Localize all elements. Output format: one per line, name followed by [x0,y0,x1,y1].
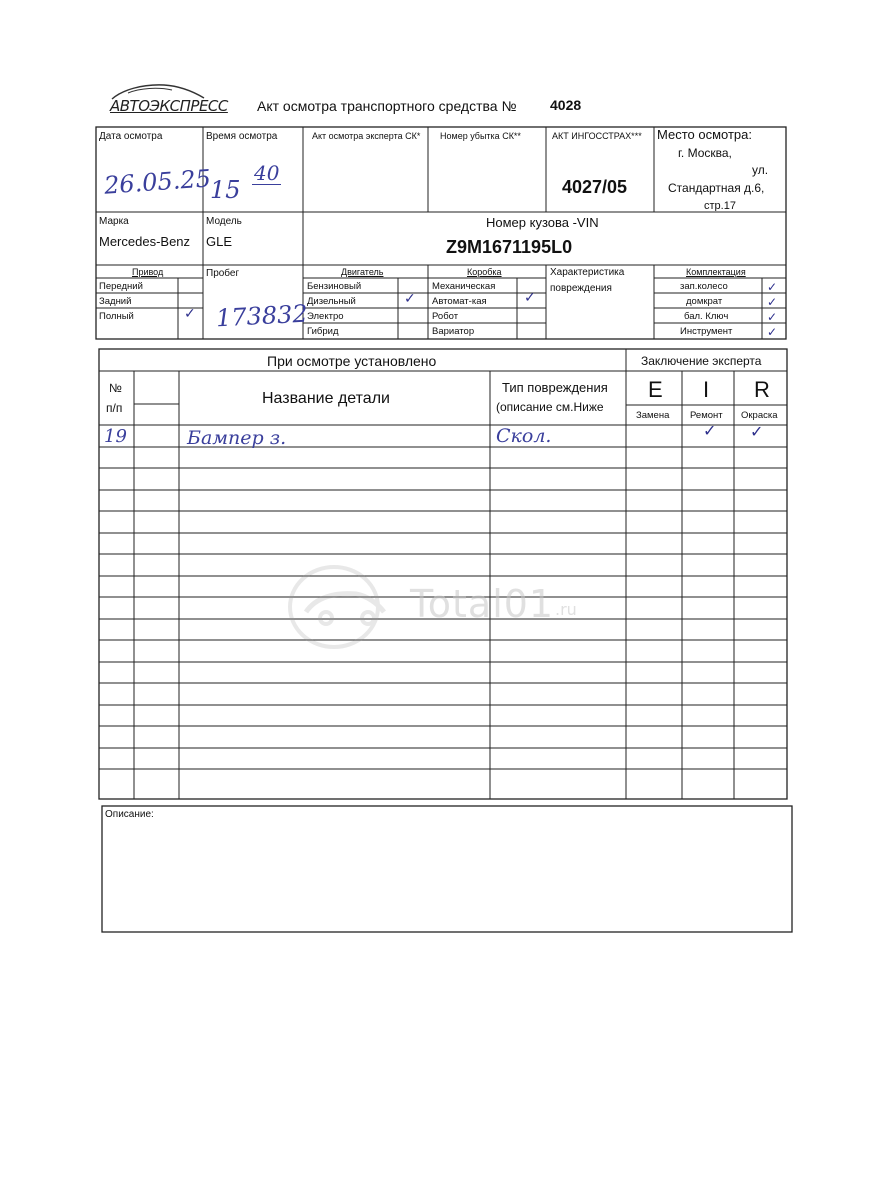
mileage-value: 173832 [215,299,309,333]
engine-diesel-checkmark-icon: ✓ [404,291,416,307]
equipment-option-spare-wheel: зап.колесо [680,281,728,292]
brand-value: Mercedes-Benz [99,234,191,249]
gearbox-option-cvt: Вариатор [432,326,475,337]
mileage-label: Пробег [206,268,240,279]
loss-number-label: Номер убытка СК** [440,131,521,141]
col-r-paint: Окраска [741,410,778,421]
damage-char-label-2: повреждения [550,283,612,294]
row-part-name: Бампер з. [187,427,287,449]
conclusion-title: Заключение эксперта [641,354,762,368]
engine-option-hybrid: Гибрид [307,326,339,337]
equipment-option-wheel-key: бал. Ключ [684,311,729,322]
gearbox-automatic-checkmark-icon: ✓ [524,290,536,306]
col-i: I [703,377,710,402]
row-paint-checkmark-icon: ✓ [750,422,764,441]
col-num-label: п/п [106,401,123,415]
place-label: Место осмотра: [657,127,752,142]
equipment-option-jack: домкрат [686,296,723,307]
drive-option-rear: Задний [99,296,132,307]
watermark-text: Total01 [410,582,555,626]
time-minutes: 40 [254,161,280,185]
gearbox-header: Коробка [467,267,502,277]
model-value: GLE [206,234,233,249]
place-building: стр.17 [704,200,736,211]
vin-label: Номер кузова -VIN [486,215,599,230]
time-label: Время осмотра [206,131,278,142]
equipment-key-checkmark-icon: ✓ [767,310,778,324]
drive-header: Привод [132,267,164,277]
engine-option-petrol: Бензиновый [307,281,362,292]
damage-char-label: Характеристика [550,267,625,278]
col-damage-type: Тип повреждения [502,380,608,395]
engine-header: Двигатель [341,267,384,277]
equipment-jack-checkmark-icon: ✓ [767,295,778,309]
engine-option-diesel: Дизельный [307,296,356,307]
equipment-header: Комплектация [686,267,746,277]
document-title: Акт осмотра транспортного средства № [257,98,517,114]
vin-value: Z9M1671195L0 [446,237,573,257]
col-e: E [648,377,663,402]
company-logo: АВТОЭКСПРЕСС [110,97,228,115]
equipment-tools-checkmark-icon: ✓ [767,325,778,339]
row-repair-checkmark-icon: ✓ [703,421,717,440]
row-num: 19 [104,426,127,447]
ingos-label: АКТ ИНГОССТРАХ*** [552,131,642,141]
gearbox-option-automatic: Автомат-кая [432,296,487,307]
drive-option-front: Передний [99,281,143,292]
col-r: R [754,377,770,402]
brand-label: Марка [99,216,129,227]
gearbox-option-manual: Механическая [432,281,496,292]
equipment-spare-checkmark-icon: ✓ [767,280,778,294]
date-value: 26.05.25 [103,164,212,200]
col-damage-note: (описание см.Ниже [496,400,604,414]
drive-option-full: Полный [99,311,134,322]
findings-section-title: При осмотре установлено [267,353,437,369]
row-damage-type: Скол. [496,425,552,447]
watermark-suffix: .ru [555,600,577,619]
col-i-repair: Ремонт [690,410,723,421]
col-num-symbol: № [109,381,122,395]
place-address: Стандартная д.6, [668,181,765,195]
ingos-value: 4027/05 [562,177,628,197]
place-street: ул. [752,163,769,177]
engine-option-electric: Электро [307,311,344,322]
equipment-option-tools: Инструмент [680,326,733,337]
description-label: Описание: [105,809,154,820]
model-label: Модель [206,216,242,227]
expert-act-label: Акт осмотра эксперта СК* [312,131,421,141]
gearbox-option-robot: Робот [432,311,459,322]
drive-full-checkmark-icon: ✓ [184,306,196,322]
place-city: г. Москва, [678,146,732,160]
date-label: Дата осмотра [99,131,163,142]
time-hours: 15 [210,176,241,204]
document-number: 4028 [550,97,582,113]
col-e-replace: Замена [636,410,670,421]
col-part-name: Название детали [262,390,390,407]
